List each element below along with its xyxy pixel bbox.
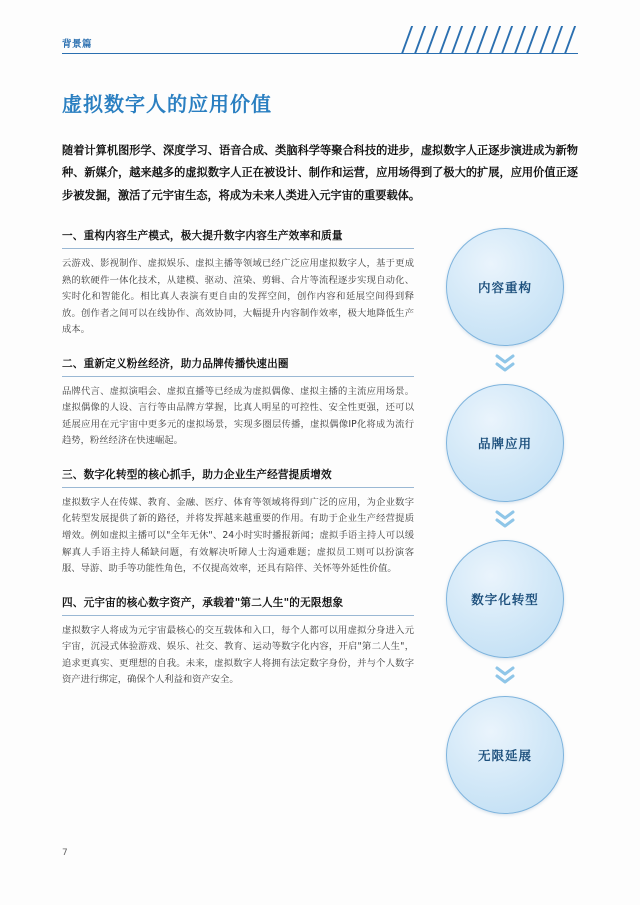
header-divider — [62, 53, 578, 54]
section-heading: 四、元宇宙的核心数字资产，承载着"第二人生"的无限想象 — [62, 595, 414, 616]
page-title: 虚拟数字人的应用价值 — [62, 92, 272, 116]
section-list — [62, 228, 414, 706]
flow-node-infinite-extension — [446, 696, 564, 814]
value-flow-diagram — [430, 228, 580, 814]
header-stripe — [449, 26, 464, 54]
chevron-down-icon — [430, 658, 580, 696]
chevron-down-icon — [430, 346, 580, 384]
intro-paragraph: 随着计算机图形学、深度学习、语音合成、类脑科学等聚合科技的进步，虚拟数字人正逐步演进成为新物种、新媒介，越来越多的虚拟数字人正在被设计、制作和运营，应用场得到了极大的扩展，应用价值正逐步被发掘，激活了元宇宙生态，将成为未来人类进入元宇宙的重要载体。 — [62, 144, 578, 202]
section-body: 虚拟数字人将成为元宇宙最核心的交互载体和入口，每个人都可以用虚拟分身进入元宇宙，沉浸式体验游戏、娱乐、社交、教育、运动等数字化内容，开启"第二人生"，追求更真实、更理想的自我。未来，虚拟数字人将拥有法定数字身份，并与个人数字资产进行绑定，确保个人利益和资产安全。 — [62, 624, 414, 686]
flow-node-content-restructure — [446, 228, 564, 346]
flow-node-label: 无限延展 — [477, 748, 532, 763]
chevron-down-icon — [430, 502, 580, 540]
section-item — [62, 356, 414, 450]
header-stripe — [512, 26, 527, 54]
flow-node-digital-transformation — [446, 540, 564, 658]
section-item — [62, 228, 414, 339]
section-heading: 二、重新定义粉丝经济，助力品牌传播快速出圈 — [62, 356, 414, 377]
header-stripe-decoration — [400, 26, 580, 54]
header-stripe — [437, 26, 452, 54]
header-stripe — [412, 26, 427, 54]
section-heading: 一、重构内容生产模式，极大提升数字内容生产效率和质量 — [62, 228, 414, 249]
flow-node-label: 品牌应用 — [477, 436, 532, 451]
page-number: 7 — [62, 848, 68, 858]
flow-node-label: 内容重构 — [477, 280, 532, 295]
header-stripe — [400, 26, 415, 54]
flow-node-label: 数字化转型 — [471, 592, 539, 607]
header-stripe — [487, 26, 502, 54]
header-stripe — [424, 26, 439, 54]
section-heading: 三、数字化转型的核心抓手，助力企业生产经营提质增效 — [62, 467, 414, 488]
page-header — [0, 30, 640, 62]
section-body: 品牌代言、虚拟演唱会、虚拟直播等已经成为虚拟偶像、虚拟主播的主流应用场景。虚拟偶像的人设、言行等由品牌方掌握，比真人明星的可控性、安全性更强，还可以延展应用在元宇宙中更多元的虚拟场景，实现多圈层传播，虚拟偶像IP化将成为流行趋势，粉丝经济在快速崛起。 — [62, 385, 414, 447]
section-body: 虚拟数字人在传媒、教育、金融、医疗、体育等领域将得到广泛的应用，为企业数字化转型发展提供了新的路径，并将发挥越来越重要的作用。有助于企业生产经营提质增效。例如虚拟主播可以"全年无休"、24小时实时播报新闻；虚拟手语主持人可以缓解真人手语主持人稀缺问题，有效解决听障人士沟通难题；虚拟员工则可以扮演客服、导游、助手等功能性角色，不仅提高效率，还具有陪伴、关怀等外延性价值。 — [62, 496, 414, 575]
flow-node-brand-application — [446, 384, 564, 502]
header-stripe — [549, 26, 564, 54]
header-stripe — [537, 26, 552, 54]
section-item — [62, 595, 414, 689]
header-stripe — [562, 26, 577, 54]
header-stripe — [524, 26, 539, 54]
header-section-label: 背景篇 — [62, 39, 93, 50]
section-item — [62, 467, 414, 578]
header-stripe — [499, 26, 514, 54]
header-stripe — [462, 26, 477, 54]
section-body: 云游戏、影视制作、虚拟娱乐、虚拟主播等领域已经广泛应用虚拟数字人，基于更成熟的软硬件一体化技术，从建模、驱动、渲染、剪辑、合片等流程逐步实现自动化、实时化和智能化。相比真人表演有更自由的发挥空间，创作内容和延展空间得到释放。创作者之间可以在线协作、高效协同，大幅提升内容制作效率，极大地降低生产成本。 — [62, 258, 414, 336]
header-stripe — [474, 26, 489, 54]
